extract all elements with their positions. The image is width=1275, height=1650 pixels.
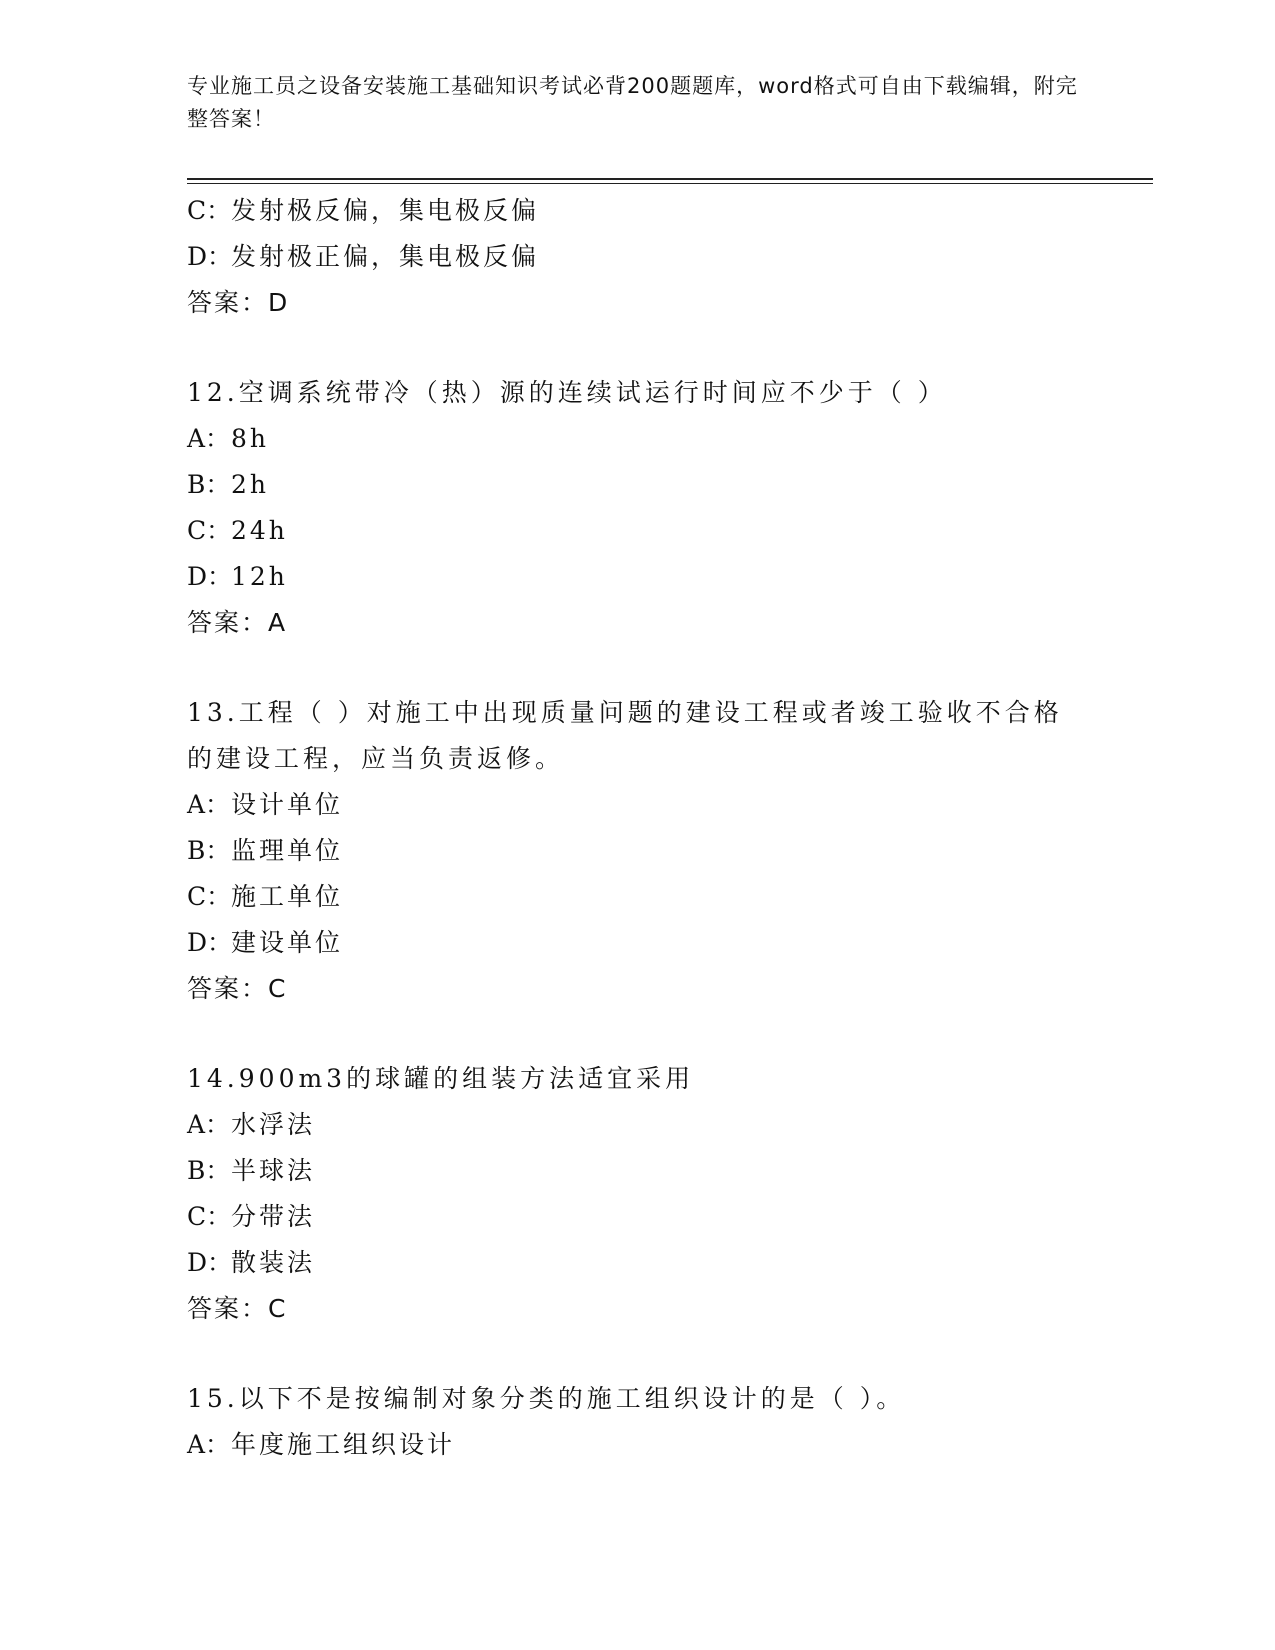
option-text: 水浮法	[231, 1110, 316, 1139]
option-d	[187, 1240, 1087, 1286]
question-text: 12.空调系统带冷（热）源的连续试运行时间应不少于（ ）	[187, 378, 947, 407]
question-text: 15.以下不是按编制对象分类的施工组织设计的是（ ）。	[187, 1384, 906, 1413]
option-text: 12h	[231, 562, 288, 591]
option-label: D：	[187, 242, 233, 271]
option-text: 散装法	[231, 1248, 316, 1277]
option-text: 设计单位	[231, 790, 344, 819]
answer-line: 答案：D	[187, 288, 290, 317]
option-text: 发射极正偏，集电极反偏	[231, 242, 540, 271]
option-text: 施工单位	[231, 882, 344, 911]
answer-line: 答案：C	[187, 1294, 288, 1323]
option-label: D：	[187, 562, 233, 591]
option-a	[187, 416, 1087, 462]
option-text: 年度施工组织设计	[231, 1430, 456, 1459]
option-text: 发射极反偏，集电极反偏	[231, 196, 540, 225]
option-c	[187, 1194, 1087, 1240]
header-divider-thick	[187, 178, 1153, 180]
option-d	[187, 234, 1087, 280]
option-a	[187, 782, 1087, 828]
option-b	[187, 462, 1087, 508]
option-text: 8h	[231, 424, 270, 453]
option-label: A：	[187, 790, 231, 819]
document-header: 专业施工员之设备安装施工基础知识考试必背200题题库，word格式可自由下载编辑，附完整答案！	[187, 74, 1078, 131]
option-text: 监理单位	[231, 836, 344, 865]
option-text: 2h	[231, 470, 270, 499]
option-label: A：	[187, 424, 231, 453]
option-a	[187, 1422, 1087, 1468]
question-list	[187, 188, 1087, 1468]
option-c	[187, 508, 1087, 554]
option-d	[187, 920, 1087, 966]
option-label: B：	[187, 470, 231, 499]
option-text: 半球法	[231, 1156, 316, 1185]
option-label: C：	[187, 1202, 232, 1231]
option-label: C：	[187, 882, 232, 911]
question-text: 14.900m3的球罐的组装方法适宜采用	[187, 1064, 695, 1093]
option-b	[187, 828, 1087, 874]
option-label: A：	[187, 1430, 231, 1459]
option-a	[187, 1102, 1087, 1148]
option-label: D：	[187, 1248, 233, 1277]
option-text: 24h	[231, 516, 288, 545]
option-label: D：	[187, 928, 233, 957]
option-b	[187, 1148, 1087, 1194]
question-text: 13.工程（ ）对施工中出现质量问题的建设工程或者竣工验收不合格的建设工程，应当负责返修。	[187, 698, 1063, 773]
option-label: C：	[187, 196, 232, 225]
option-c	[187, 874, 1087, 920]
question-block	[187, 1056, 1087, 1332]
question-block	[187, 690, 1087, 1012]
option-label: A：	[187, 1110, 231, 1139]
answer-line: 答案：C	[187, 974, 288, 1003]
header-divider-thin	[187, 183, 1153, 184]
option-c	[187, 188, 1087, 234]
option-text: 建设单位	[231, 928, 344, 957]
question-block	[187, 1376, 1087, 1468]
option-label: B：	[187, 836, 231, 865]
option-d	[187, 554, 1087, 600]
option-text: 分带法	[231, 1202, 316, 1231]
option-label: B：	[187, 1156, 231, 1185]
question-block	[187, 370, 1087, 646]
option-label: C：	[187, 516, 232, 545]
answer-line: 答案：A	[187, 608, 288, 637]
question-block	[187, 188, 1087, 326]
